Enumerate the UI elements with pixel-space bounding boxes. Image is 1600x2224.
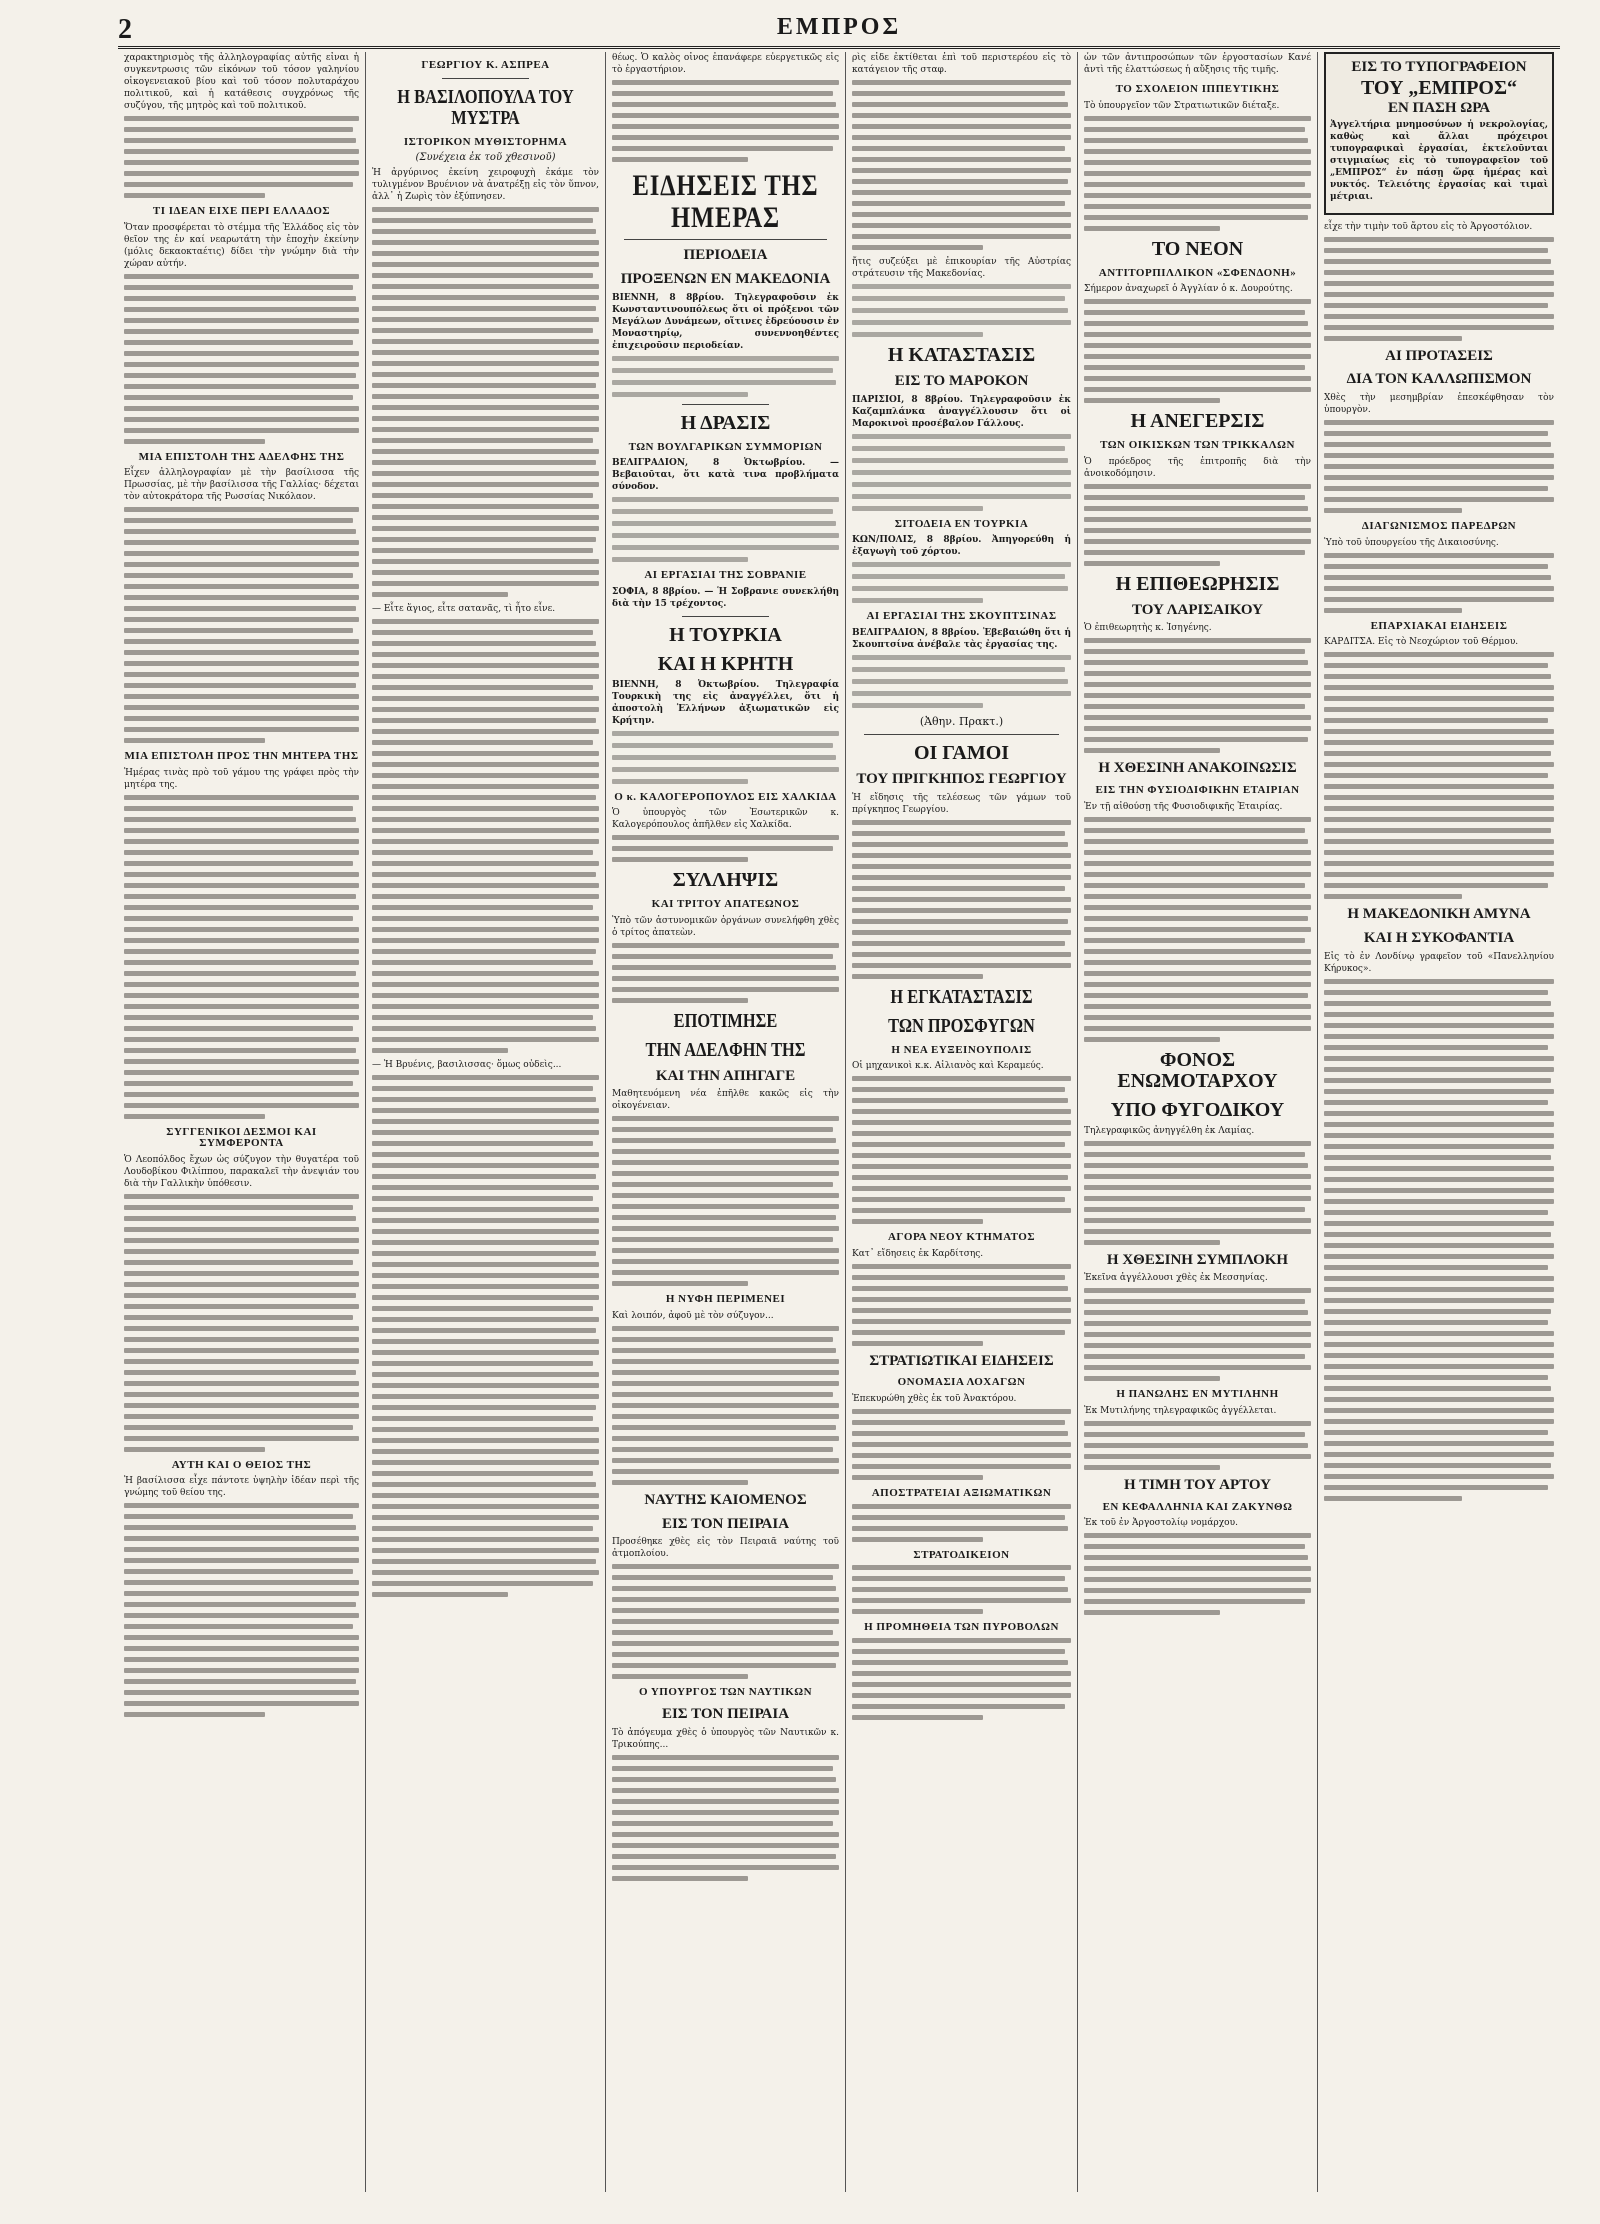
headline: ΕΝ ΚΕΦΑΛΛΗΝΙΑ ΚΑΙ ΖΑΚΥΝΘΩ bbox=[1102, 1500, 1293, 1513]
article-text: ΠΑΡΙΣΙΟΙ, 8 8βρίου. Τηλεγραφοῦσιν ἐκ Καζαμπλάνκα ἀναγγέλλουσιν ὅτι οἱ Μαροκινοὶ προσέβαλον Γάλλους. bbox=[852, 394, 1071, 429]
article-text: ΒΙΕΝΝΗ, 8 8βρίου. Τηλεγραφοῦσιν ἐκ Κωνσταντινουπόλεως ὅτι οἱ πρόξενοι τῶν Μεγάλων Δυνάμεων, οἵτινες ἐδρεύουσιν ἐν Μοναστηρίῳ, συνεννοηθέντες ἐπιχειροῦσιν περιοδείαν. bbox=[612, 292, 839, 351]
article-text: εἶχε τὴν τιμὴν τοῦ ἄρτου εἰς τὸ Ἀργοστόλιον. bbox=[1324, 221, 1533, 232]
headline: Η ΕΓΚΑΤΑΣΤΑΣΙΣ bbox=[890, 985, 1033, 1008]
article-text: Ὁ πρόεδρος τῆς ἐπιτροπῆς διὰ τὴν ἀνοικοδόμησιν. bbox=[1084, 456, 1311, 479]
divider bbox=[682, 616, 769, 617]
headline: Η ΑΝΕΓΕΡΣΙΣ bbox=[1130, 410, 1265, 433]
text-block bbox=[1324, 652, 1554, 899]
article-text: ΣΟΦΙΑ, 8 8βρίου. — Ἡ Σοβρανιε συνεκλήθη διὰ τὴν 15 τρέχοντος. bbox=[612, 586, 839, 609]
article-text: Τὸ ὑπουργεῖον τῶν Στρατιωτικῶν διέταξε. bbox=[1084, 100, 1280, 111]
headline: ΟΙ ΓΑΜΟΙ bbox=[913, 741, 1010, 764]
article-text: ΚΑΡΔΙΤΣΑ. Εἰς τὸ Νεοχώριον τοῦ Θέρμου. bbox=[1324, 637, 1519, 648]
newspaper-title: ΕΜΠΡΟΣ bbox=[776, 14, 902, 40]
column-6 bbox=[1318, 52, 1560, 2192]
headline: Η ΧΘΕΣΙΝΗ ΑΝΑΚΟΙΝΩΣΙΣ bbox=[1098, 760, 1297, 777]
ad-heading: ΕΝ ΠΑΣΗ ΩΡΑ bbox=[1387, 99, 1491, 116]
headline: ΕΠΑΡΧΙΑΚΑΙ ΕΙΔΗΣΕΙΣ bbox=[1370, 619, 1508, 632]
headline: Η ΤΟΥΡΚΙΑ bbox=[669, 623, 782, 646]
article-text: Ἡ εἴδησις τῆς τελέσεως τῶν γάμων τοῦ πρίγκηπος Γεωργίου. bbox=[852, 792, 1071, 815]
article-text: Ἡμέρας τινὰς πρὸ τοῦ γάμου της γράφει πρὸς τὴν μητέρα της. bbox=[124, 767, 359, 790]
headline: ΑΥΤΗ ΚΑΙ Ο ΘΕΙΟΣ ΤΗΣ bbox=[171, 1458, 312, 1471]
headline: ΥΠΟ ΦΥΓΟΔΙΚΟΥ bbox=[1110, 1098, 1285, 1121]
text-block bbox=[852, 1504, 1071, 1542]
headline: ΤΩΝ ΟΙΚΙΣΚΩΝ ΤΩΝ ΤΡΙΚΚΑΛΩΝ bbox=[1100, 439, 1295, 452]
article-text: Εἶχεν ἀλληλογραφίαν μὲ τὴν βασίλισσα τῆς Πρωσσίας, μὲ τὴν βασίλισσα τῆς Γαλλίας· δέχεται τὸν αὐτοκράτορα τῆς Ρωσσίας Νικόλαον. bbox=[124, 468, 359, 503]
article-text: Ὑπὸ τοῦ ὑπουργείου τῆς Δικαιοσύνης. bbox=[1324, 537, 1499, 548]
continued-note: (Συνέχεια ἐκ τοῦ χθεσινοῦ) bbox=[415, 152, 556, 164]
article-text: Χθὲς τὴν μεσημβρίαν ἐπεσκέφθησαν τὸν ὑπουργὸν. bbox=[1324, 393, 1554, 415]
headline: ΕΙΣ ΤΗΝ ΦΥΣΙΟΔΙΦΙΚΗΝ ΕΤΑΙΡΙΑΝ bbox=[1095, 784, 1300, 797]
ad-heading: ΕΙΣ ΤΟ ΤΥΠΟΓΡΑΦΕΙΟΝ bbox=[1351, 59, 1527, 75]
article-text: Ὅταν προσφέρεται τὸ στέμμα τῆς Ἑλλάδος εἰς τὸν θεῖον της ἐν καί νεαρωτάτη τὴν ἐποχὴν ἐκείνην (μόλις δεκαοκταέτις) δίδει τὴν γνώμην διὰ τὴν χώραν αὐτήν. bbox=[124, 222, 359, 269]
headline: Ο κ. ΚΑΛΟΓΕΡΟΠΟΥΛΟΣ ΕΙΣ ΧΑΛΚΙΔΑ bbox=[614, 790, 837, 803]
text-block bbox=[1084, 484, 1311, 566]
article-text: — Εἶτε ἅγιος, εἶτε σατανᾶς, τὶ ἦτο εἶνε. bbox=[372, 604, 556, 615]
article-text: χαρακτηρισμὸς τῆς ἀλληλογραφίας αὐτῆς εἶναι ἡ συγκεντρωσις τῶν εἰκόνων τοῦ τόσον γαληνίου οἰκογενειακοῦ βίου καὶ τοῦ τόσον πολυταράχου πολιτικοῦ, καὶ ἡ κατάθεσις συγχρόνως τῆς συζύγου, τῆς μητρὸς καὶ τοῦ πολιτικοῦ. bbox=[124, 53, 359, 111]
print-shop-advertisement bbox=[1324, 52, 1554, 215]
headline: ΣΥΓΓΕΝΙΚΟΙ ΔΕΣΜΟΙ ΚΑΙ ΣΥΜΦΕΡΟΝΤΑ bbox=[166, 1125, 317, 1150]
text-block bbox=[612, 731, 839, 784]
article-text: ὧν τῶν ἀντιπροσώπων τῶν ἐργοστασίων Κανέ ἀντὶ τῆς ἐλαττώσεως ἡ αὔξησις τῆς τιμῆς. bbox=[1084, 53, 1311, 75]
article-text: θέως. Ὁ καλὸς οἶνος ἐπανάφερε εὐεργετικῶς εἰς τὸ ἐργαστήριον. bbox=[612, 53, 839, 75]
headline: Η ΠΑΝΩΛΗΣ ΕΝ ΜΥΤΙΛΗΝΗ bbox=[1116, 1388, 1279, 1401]
headline: ΣΤΡΑΤΙΩΤΙΚΑΙ ΕΙΔΗΣΕΙΣ bbox=[869, 1352, 1054, 1369]
divider bbox=[682, 404, 769, 405]
headline: ΔΙΑ ΤΟΝ ΚΑΛΛΩΠΙΣΜΟΝ bbox=[1346, 371, 1532, 388]
headline: Η ΧΘΕΣΙΝΗ ΣΥΜΠΛΟΚΗ bbox=[1106, 1251, 1289, 1268]
text-block bbox=[124, 507, 359, 743]
text-block bbox=[1084, 817, 1311, 1042]
columns-container bbox=[118, 52, 1560, 2192]
headline: ΕΙΣ ΤΟ ΜΑΡΟΚΟΝ bbox=[894, 373, 1029, 389]
text-block bbox=[1324, 979, 1554, 1501]
headline: ΜΙΑ ΕΠΙΣΤΟΛΗ ΠΡΟΣ ΤΗΝ ΜΗΤΕΡΑ ΤΗΣ bbox=[124, 750, 359, 763]
serial-genre: ΙΣΤΟΡΙΚΟΝ ΜΥΘΙΣΤΟΡΗΜΑ bbox=[403, 135, 568, 148]
headline: ΠΕΡΙΟΔΕΙΑ bbox=[683, 247, 768, 263]
headline: ΤΗΝ ΑΔΕΛΦΗΝ ΤΗΣ bbox=[645, 1038, 806, 1061]
article-text: Ὑπὸ τῶν ἀστυνομικῶν ὀργάνων συνελήφθη χθὲς ὁ τρίτος ἀπατεὼν. bbox=[612, 915, 839, 938]
article-text: Καὶ λοιπόν, ἀφοῦ μὲ τὸν σύζυγον... bbox=[612, 1310, 774, 1321]
article-text: — Ἡ Βρυένις, βασιλισσας· ὅμως οὐδεὶς... bbox=[372, 1060, 562, 1071]
serial-author: ΓΕΩΡΓΙΟΥ Κ. ΑΣΠΡΕΑ bbox=[421, 59, 550, 71]
text-block bbox=[612, 80, 839, 162]
article-text: Ἐν τῇ αἰθούσῃ τῆς Φυσιοδιφικῆς Ἑταιρίας. bbox=[1084, 801, 1283, 812]
text-block bbox=[852, 80, 1071, 250]
column-3 bbox=[606, 52, 846, 2192]
article-text: Μαθητευόμενη νέα ἐπῆλθε κακῶς εἰς τὴν οἰκογένειαν. bbox=[612, 1089, 839, 1112]
article-text: Ἐκ τοῦ ἐν Ἀργοστολίῳ νομάρχου. bbox=[1084, 1518, 1238, 1529]
headline: ΚΑΙ ΤΡΙΤΟΥ ΑΠΑΤΕΩΝΟΣ bbox=[651, 898, 800, 911]
headline: Η ΚΑΤΑΣΤΑΣΙΣ bbox=[887, 344, 1036, 366]
headline: ΤΙ ΙΔΕΑΝ ΕΙΧΕ ΠΕΡΙ ΕΛΛΑΔΟΣ bbox=[152, 205, 331, 217]
article-text: ΒΙΕΝΝΗ, 8 Ὀκτωβρίου. Τηλεγραφία Τουρκικὴ της εἰς ἀναγγέλλει, ὅτι ἡ ἀποστολὴ Ἑλλήνων ἀξιωματικῶν εἰς Κρήτην. bbox=[612, 679, 839, 726]
text-block bbox=[852, 1638, 1071, 1720]
text-block bbox=[1084, 116, 1311, 231]
text-block bbox=[612, 835, 839, 862]
article-text: Οἱ μηχανικοὶ κ.κ. Αἰλιανὸς καὶ Κεραμεύς. bbox=[852, 1061, 1044, 1072]
headline: Η ΔΡΑΣΙΣ bbox=[680, 411, 771, 434]
headline: ΚΑΙ Η ΣΥΚΟΦΑΝΤΙΑ bbox=[1363, 929, 1515, 946]
article-text: ΒΕΛΙΓΡΑΔΙΟΝ, 8 Ὀκτωβρίου. — Βεβαιοῦται, ὅτι κατὰ τινα προβλήματα σύνοδον. bbox=[612, 458, 839, 493]
text-block bbox=[612, 943, 839, 1003]
text-block bbox=[1084, 299, 1311, 403]
text-block bbox=[1324, 553, 1554, 613]
article-text: Τὸ ἀπόγευμα χθὲς ὁ ὑπουργὸς τῶν Ναυτικῶν κ. Τρικούπης... bbox=[612, 1727, 839, 1750]
text-block bbox=[852, 655, 1071, 708]
headline: ΤΟΥ ΛΑΡΙΣΑΙΚΟΥ bbox=[1132, 601, 1263, 618]
source-note: (Ἀθην. Πρακτ.) bbox=[919, 714, 1004, 728]
text-block bbox=[372, 1075, 599, 1597]
headline: ΑΙ ΕΡΓΑΣΙΑΙ ΤΗΣ ΣΟΒΡΑΝΙΕ bbox=[644, 569, 807, 582]
column-4 bbox=[846, 52, 1078, 2192]
headline: Η ΝΥΦΗ ΠΕΡΙΜΕΝΕΙ bbox=[665, 1293, 786, 1306]
headline: Η ΠΡΟΜΗΘΕΙΑ ΤΩΝ ΠΥΡΟΒΟΛΩΝ bbox=[864, 1621, 1059, 1634]
column-2 bbox=[366, 52, 606, 2192]
text-block bbox=[852, 1409, 1071, 1480]
text-block bbox=[1084, 1141, 1311, 1245]
column-5 bbox=[1078, 52, 1318, 2192]
text-block bbox=[1084, 1421, 1311, 1470]
headline: ΕΙΣ ΤΟΝ ΠΕΙΡΑΙΑ bbox=[661, 1706, 790, 1723]
text-block bbox=[124, 1503, 359, 1717]
text-block bbox=[124, 116, 359, 198]
text-block bbox=[852, 1076, 1071, 1224]
article-text: ΚΩΝ/ΠΟΛΙΣ, 8 8βρίου. Ἀπηγορεύθη ἡ ἐξαγωγὴ τοῦ χόρτου. bbox=[852, 535, 1071, 558]
headline: ΤΟΥ ΠΡΙΓΚΗΠΟΣ ΓΕΩΡΓΙΟΥ bbox=[856, 770, 1067, 787]
article-text: Ὁ ὑπουργὸς τῶν Ἐσωτερικῶν κ. Καλογερόπουλος ἀπῆλθεν εἰς Χαλκίδα. bbox=[612, 808, 839, 831]
article-text: ρὶς εἶδε ἐκτίθεται ἐπὶ τοῦ περιστερέου εἰς τὸ κατάγειον τῆς σταφ. bbox=[852, 53, 1071, 75]
article-text: Εἰς τὸ ἐν Λονδίνῳ γραφεῖον τοῦ «Πανελληνίου Κήρυκος». bbox=[1324, 951, 1554, 974]
headline: ΑΙ ΠΡΟΤΑΣΕΙΣ bbox=[1385, 347, 1493, 364]
headline: Η ΤΙΜΗ ΤΟΥ ΑΡΤΟΥ bbox=[1124, 1476, 1271, 1493]
headline: Η ΝΕΑ ΕΥΞΕΙΝΟΥΠΟΛΙΣ bbox=[891, 1043, 1032, 1056]
text-block bbox=[124, 274, 359, 444]
divider bbox=[864, 734, 1059, 735]
headline: Η ΕΠΙΘΕΩΡΗΣΙΣ bbox=[1115, 572, 1280, 595]
headline: ΤΟ ΣΧΟΛΕΙΟΝ ΙΠΠΕΥΤΙΚΗΣ bbox=[1115, 83, 1280, 95]
text-block bbox=[612, 1326, 839, 1485]
text-block bbox=[852, 562, 1071, 603]
headline: ΠΡΟΞΕΝΩΝ ΕΝ ΜΑΚΕΔΟΝΙΑ bbox=[620, 270, 831, 287]
masthead bbox=[118, 12, 1560, 49]
text-block bbox=[1084, 1533, 1311, 1615]
headline: ΝΑΥΤΗΣ ΚΑΙΟΜΕΝΟΣ bbox=[644, 1491, 807, 1508]
article-text: Ὁ Λεοπόλδος ἔχων ὡς σύζυγον τὴν θυγατέρα τοῦ Λουδοβίκου Φιλίππου, παρακαλεῖ τὴν ἀνεψιάν του διὰ τὴν Γαλλικὴν ὑπόθεσιν. bbox=[124, 1154, 359, 1189]
article-text: Ἡ ἀργύρινος ἐκείνη χειροφυχὴ ἐκάμε τὸν τυλιγμένον Βρυένιον νὰ ἀνατρέξῃ εἰς τὸν ὕπνον, ἀλλ᾽ ἡ Ζωρὶς τὸν ἐξύπνησεν. bbox=[372, 168, 599, 203]
divider bbox=[442, 78, 529, 79]
text-block bbox=[852, 1565, 1071, 1614]
text-block bbox=[612, 1564, 839, 1679]
ad-text: Ἀγγελτήρια μνημοσύνων ἡ νεκρολογίας, καθὼς καὶ ἄλλαι πρόχειροι τυπογραφικαὶ ἐργασίαι, ἐκτελοῦνται στιγμιαίως εἰς τὸ τυπογραφεῖον τοῦ „ΕΜΠΡΟΣ“ ἐν πάσῃ ὥρᾳ ἡμέρας καὶ νυκτός. Τελειότης ἐργασίας καὶ τιμαὶ μέτριαι. bbox=[1330, 119, 1548, 202]
headline: ΣΤΡΑΤΟΔΙΚΕΙΟΝ bbox=[913, 1548, 1010, 1561]
headline: Η ΜΑΚΕΔΟΝΙΚΗ ΑΜΥΝΑ bbox=[1347, 906, 1531, 923]
headline: ΤΩΝ ΒΟΥΛΓΑΡΙΚΩΝ ΣΥΜΜΟΡΙΩΝ bbox=[628, 440, 823, 453]
article-text: Ἐκ Μυτιλήνης τηλεγραφικῶς ἀγγέλλεται. bbox=[1084, 1405, 1277, 1416]
headline: ΚΑΙ ΤΗΝ ΑΠΗΓΑΓΕ bbox=[655, 1067, 796, 1084]
ad-heading: ΤΟΥ „ΕΜΠΡΟΣ“ bbox=[1360, 76, 1518, 99]
headline: ΜΙΑ ΕΠΙΣΤΟΛΗ ΤΗΣ ΑΔΕΛΦΗΣ ΤΗΣ bbox=[138, 450, 345, 463]
headline: ΦΟΝΟΣ ΕΝΩΜΟΤΑΡΧΟΥ bbox=[1117, 1048, 1278, 1092]
article-text: ἤτις συζεύξει μὲ ἐπικουρίαν τῆς Αὐστρίας στράτευσιν τῆς Μακεδονίας. bbox=[852, 257, 1071, 279]
text-block bbox=[612, 497, 839, 562]
article-text: Κατ᾽ εἴδησεις ἐκ Καρδίτσης. bbox=[852, 1248, 984, 1259]
headline: ΣΙΤΟΔΕΙΑ ΕΝ ΤΟΥΡΚΙΑ bbox=[894, 517, 1029, 530]
article-text: Ἐπεκυρώθη χθὲς ἐκ τοῦ Ἀνακτόρου. bbox=[852, 1393, 1017, 1404]
article-text: Προσέθηκε χθὲς εἰς τὸν Πειραιᾶ ναύτης τοῦ ἀτμοπλοίου. bbox=[612, 1537, 839, 1560]
headline: Ο ΥΠΟΥΡΓΟΣ ΤΩΝ ΝΑΥΤΙΚΩΝ bbox=[638, 1686, 813, 1699]
article-text: Ἡ βασίλισσα εἶχε πάντοτε ὑψηλὴν ἰδέαν περὶ τῆς γνώμης τοῦ θείου της. bbox=[124, 1476, 359, 1499]
headline: ΤΩΝ ΠΡΟΣΦΥΓΩΝ bbox=[888, 1014, 1035, 1037]
headline: ΑΝΤΙΤΟΡΠΙΛΛΙΚΟΝ «ΣΦΕΝΔΟΝΗ» bbox=[1098, 266, 1297, 279]
article-text: Τηλεγραφικῶς ἀνηγγέλθη ἐκ Λαμίας. bbox=[1084, 1125, 1255, 1136]
divider bbox=[624, 239, 827, 240]
text-block bbox=[1084, 1288, 1311, 1381]
headline: ΣΥΛΛΗΨΙΣ bbox=[672, 869, 779, 892]
headline: ΑΙ ΕΡΓΑΣΙΑΙ ΤΗΣ ΣΚΟΥΠΤΣΙΝΑΣ bbox=[866, 610, 1057, 623]
column-1 bbox=[118, 52, 366, 2192]
text-block bbox=[852, 434, 1071, 511]
headline: ΑΠΟΣΤΡΑΤΕΙΑΙ ΑΞΙΩΜΑΤΙΚΩΝ bbox=[871, 1486, 1052, 1499]
text-block bbox=[612, 1755, 839, 1881]
text-block bbox=[852, 1264, 1071, 1346]
text-block bbox=[124, 1194, 359, 1452]
text-block bbox=[372, 619, 599, 1053]
article-text: Σήμερον ἀναχωρεῖ ὁ Ἀγγλίαν ὁ κ. Δουρούτης. bbox=[1084, 284, 1293, 295]
headline: ΑΓΟΡΑ ΝΕΟΥ ΚΤΗΜΑΤΟΣ bbox=[887, 1231, 1036, 1244]
article-text: ΒΕΛΙΓΡΑΔΙΟΝ, 8 8βρίου. Ἐβεβαιώθη ὅτι ἡ Σκουπτσίνα ἀνέβαλε τὰς ἐργασίας της. bbox=[852, 627, 1071, 650]
text-block bbox=[372, 207, 599, 597]
text-block bbox=[612, 356, 839, 397]
article-text: Ἐκεῖνα ἀγγέλλουσι χθὲς ἐκ Μεσσηνίας. bbox=[1084, 1273, 1268, 1284]
text-block bbox=[1084, 638, 1311, 753]
page-number: 2 bbox=[118, 14, 132, 45]
headline: ΕΙΣ ΤΟΝ ΠΕΙΡΑΙΑ bbox=[661, 1515, 790, 1532]
text-block bbox=[1324, 420, 1554, 513]
headline: ΚΑΙ Η ΚΡΗΤΗ bbox=[657, 652, 794, 675]
text-block bbox=[612, 1116, 839, 1286]
section-banner: ΕΙΔΗΣΕΙΣ ΤΗΣ ΗΜΕΡΑΣ bbox=[632, 169, 819, 234]
headline: ΟΝΟΜΑΣΙΑ ΛΟΧΑΓΩΝ bbox=[897, 1376, 1026, 1389]
headline: ΤΟ ΝΕΟΝ bbox=[1151, 237, 1244, 260]
article-text: Ὁ ἐπιθεωρητὴς κ. Ἰσηγένης. bbox=[1084, 623, 1212, 634]
text-block bbox=[1324, 237, 1554, 341]
text-block bbox=[852, 820, 1071, 979]
serial-title: Η ΒΑΣΙΛΟΠΟΥΛΑ ΤΟΥ ΜΥΣΤΡΑ bbox=[397, 85, 574, 129]
headline: ΔΙΑΓΩΝΙΣΜΟΣ ΠΑΡΕΔΡΩΝ bbox=[1361, 520, 1517, 532]
text-block bbox=[124, 795, 359, 1119]
headline: ΕΠΟΤΙΜΗΣΕ bbox=[673, 1009, 778, 1032]
text-block bbox=[852, 284, 1071, 337]
